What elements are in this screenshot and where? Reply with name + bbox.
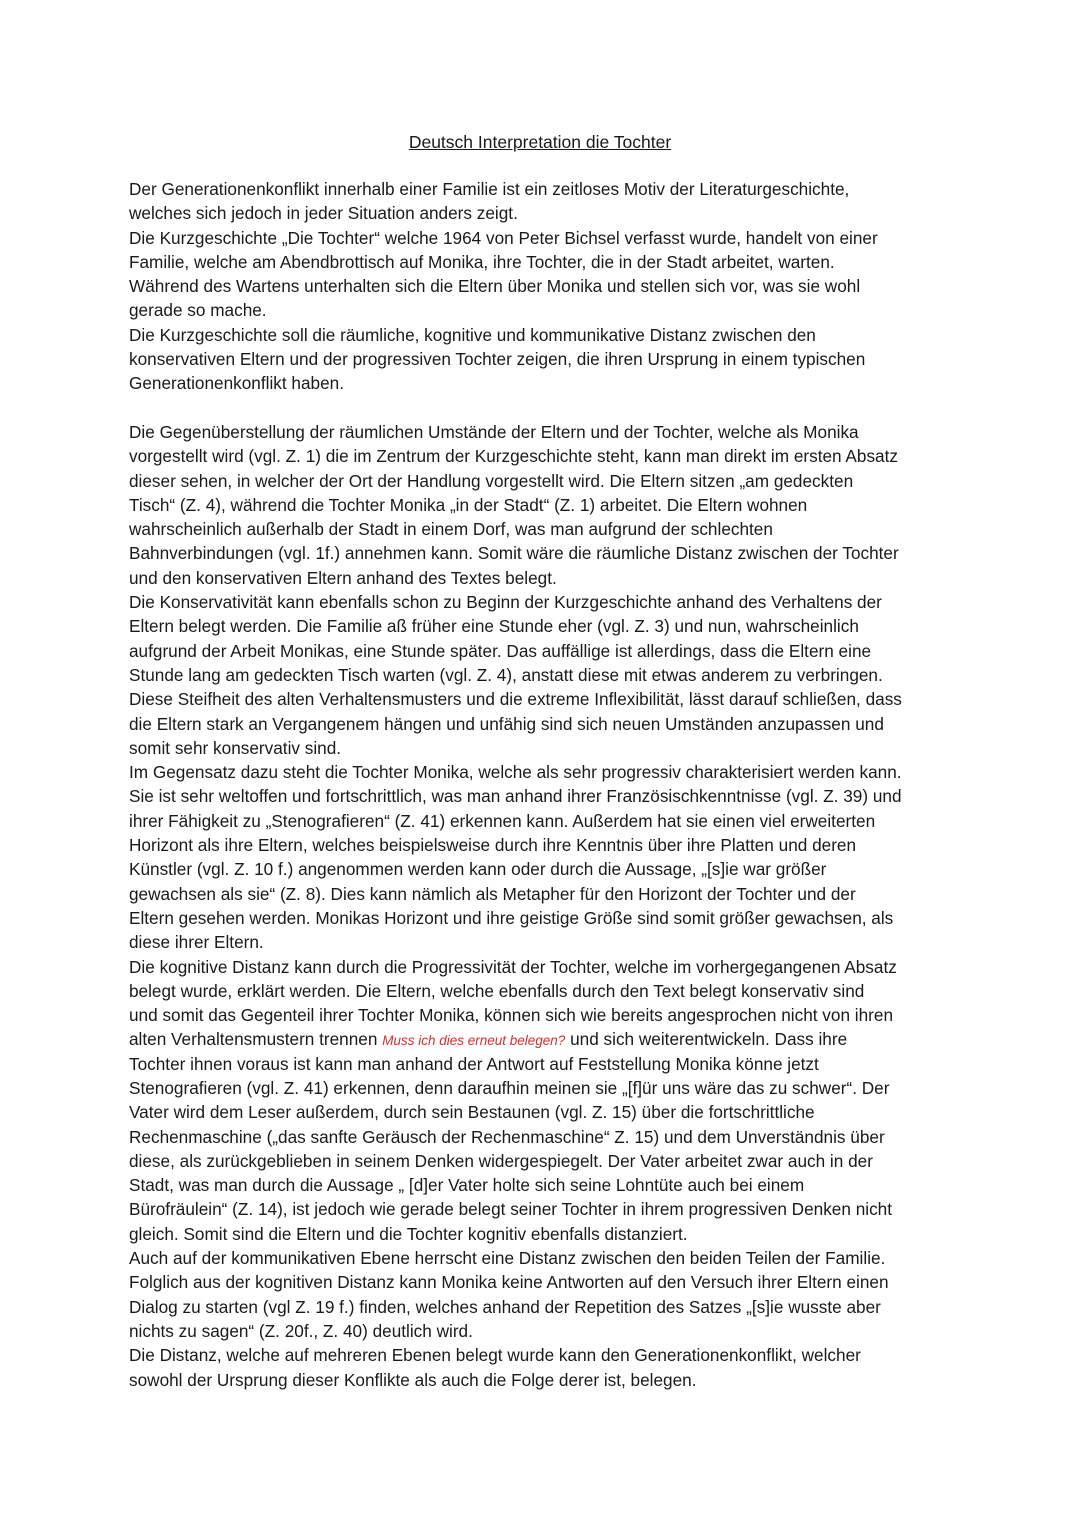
- text-line: [129, 1149, 959, 1173]
- line-text: Dialog zu starten (vgl Z. 19 f.) finden, welches anhand der Repetition des Satzes „[s]ie wusste aber: [129, 1296, 881, 1317]
- margin-comment: Muss ich dies erneut belegen?: [382, 1033, 566, 1049]
- text-line: [129, 226, 959, 250]
- line-text: Im Gegensatz dazu steht die Tochter Monika, welche als sehr progressiv charakterisiert werden kann.: [129, 762, 902, 783]
- line-text: somit sehr konservativ sind.: [129, 737, 342, 758]
- line-text: ihrer Fähigkeit zu „Stenografieren“ (Z. 41) erkennen kann. Außerdem hat sie einen viel erweiterten: [129, 810, 876, 831]
- line-text: Eltern gesehen werden. Monikas Horizont und ihre geistige Größe sind somit größer gewachsen, als: [129, 907, 894, 928]
- line-text: konservativen Eltern und der progressiven Tochter zeigen, die ihren Ursprung in einem typischen: [129, 349, 866, 370]
- line-text: Bürofräulein“ (Z. 14), ist jedoch wie gerade belegt seiner Tochter in ihrem progressiven Denken nicht: [129, 1199, 893, 1220]
- text-line: [129, 1052, 959, 1076]
- line-text: Generationenkonflikt haben.: [129, 373, 344, 394]
- line-text: vorgestellt wird (vgl. Z. 1) die im Zentrum der Kurzgeschichte steht, kann man direkt im ersten Absatz: [129, 446, 898, 467]
- text-line: [129, 1270, 959, 1294]
- line-text: belegt wurde, erklärt werden. Die Eltern, welche ebenfalls durch den Text belegt konservativ sind: [129, 980, 865, 1001]
- text-line: [129, 833, 959, 857]
- line-text: Die Kurzgeschichte soll die räumliche, kognitive und kommunikative Distanz zwischen den: [129, 324, 816, 345]
- text-line: [129, 1368, 959, 1392]
- text-line: [129, 517, 959, 541]
- text-line: [129, 1173, 959, 1197]
- text-line: [129, 177, 959, 201]
- text-line: [129, 1076, 959, 1100]
- line-text: nichts zu sagen“ (Z. 20f., Z. 40) deutlich wird.: [129, 1320, 473, 1341]
- text-line: [129, 784, 959, 808]
- line-text: Die Kurzgeschichte „Die Tochter“ welche 1964 von Peter Bichsel verfasst wurde, handelt von einer: [129, 227, 878, 248]
- text-line: [129, 712, 959, 736]
- text-line: [129, 420, 959, 444]
- line-text: welches sich jedoch in jeder Situation anders zeigt.: [129, 203, 518, 224]
- line-text: Sie ist sehr weltoffen und fortschrittlich, was man anhand ihrer Französischkenntnisse (vgl. Z. 39) und: [129, 786, 902, 807]
- text-line: [129, 274, 959, 298]
- document-title: Deutsch Interpretation die Tochter: [408, 132, 672, 152]
- text-line: [129, 736, 959, 760]
- line-text: wahrscheinlich außerhalb der Stadt in einem Dorf, was man aufgrund der schlechten: [129, 519, 773, 540]
- line-text: aufgrund der Arbeit Monikas, eine Stunde später. Das auffällige ist allerdings, dass die Eltern eine: [129, 640, 872, 661]
- line-text: Auch auf der kommunikativen Ebene herrscht eine Distanz zwischen den beiden Teilen der Familie.: [129, 1248, 886, 1269]
- text-line: [129, 1222, 959, 1246]
- text-line: [129, 1295, 959, 1319]
- text-line: [129, 250, 959, 274]
- line-text: und sich weiterentwickeln. Dass ihre: [565, 1029, 848, 1050]
- line-text: dieser sehen, in welcher der Ort der Handlung vorgestellt wird. Die Eltern sitzen „am gedeckten: [129, 470, 854, 491]
- text-line: [129, 614, 959, 638]
- line-text: Tisch“ (Z. 4), während die Tochter Monika „in der Stadt“ (Z. 1) arbeitet. Die Eltern wohnen: [129, 494, 808, 515]
- line-text: Stunde lang am gedeckten Tisch warten (vgl. Z. 4), anstatt diese mit etwas anderem zu verbringen.: [129, 664, 883, 685]
- line-text: alten Verhaltensmustern trennen: [129, 1029, 383, 1050]
- text-line: [129, 1343, 959, 1367]
- text-line: [129, 347, 959, 371]
- line-text: Die Konservativität kann ebenfalls schon zu Beginn der Kurzgeschichte anhand des Verhaltens der: [129, 592, 882, 613]
- line-text: Während des Wartens unterhalten sich die Eltern über Monika und stellen sich vor, was sie wohl: [129, 276, 861, 297]
- text-line: [129, 979, 959, 1003]
- line-text: Stenografieren (vgl. Z. 41) erkennen, denn daraufhin meinen sie „[f]ür uns wäre das zu schwer“. Der: [129, 1077, 890, 1098]
- text-line: [129, 1100, 959, 1124]
- line-text: Stadt, was man durch die Aussage „ [d]er Vater holte sich seine Lohntüte auch bei einem: [129, 1175, 805, 1196]
- line-text: diese ihrer Eltern.: [129, 932, 264, 953]
- text-line: [129, 323, 959, 347]
- line-text: Vater wird dem Leser außerdem, durch sein Bestaunen (vgl. Z. 15) über die fortschrittliche: [129, 1102, 815, 1123]
- line-text: Die kognitive Distanz kann durch die Progressivität der Tochter, welche im vorhergegangenen Absatz: [129, 956, 897, 977]
- text-line: [129, 298, 959, 322]
- line-text: Folglich aus der kognitiven Distanz kann Monika keine Antworten auf den Versuch ihrer Eltern einen: [129, 1272, 889, 1293]
- document-body: [129, 177, 959, 1392]
- text-line: [129, 809, 959, 833]
- text-line: [129, 930, 959, 954]
- text-line: [129, 1027, 959, 1051]
- text-line: [129, 857, 959, 881]
- text-line: [129, 444, 959, 468]
- line-text: sowohl der Ursprung dieser Konflikte als auch die Folge derer ist, belegen.: [129, 1369, 697, 1390]
- text-line: [129, 882, 959, 906]
- text-line: [129, 1319, 959, 1343]
- text-line: [129, 566, 959, 590]
- line-text: und somit das Gegenteil ihrer Tochter Monika, können sich wie bereits angesprochen nicht von ihren: [129, 1005, 894, 1026]
- text-line: [129, 201, 959, 225]
- paragraph-gap: [129, 396, 959, 420]
- line-text: Tochter ihnen voraus ist kann man anhand der Antwort auf Feststellung Monika könne jetzt: [129, 1053, 819, 1074]
- line-text: Die Distanz, welche auf mehreren Ebenen belegt wurde kann den Generationenkonflikt, welcher: [129, 1345, 861, 1366]
- text-line: [129, 1003, 959, 1027]
- line-text: Künstler (vgl. Z. 10 f.) angenommen werden kann oder durch die Aussage, „[s]ie war größer: [129, 859, 827, 880]
- line-text: Rechenmaschine („das sanfte Geräusch der Rechenmaschine“ Z. 15) und dem Unverständnis über: [129, 1126, 885, 1147]
- text-line: [129, 760, 959, 784]
- text-line: [129, 541, 959, 565]
- line-text: Horizont als ihre Eltern, welches beispielsweise durch ihre Kenntnis über ihre Platten und deren: [129, 835, 857, 856]
- text-line: [129, 663, 959, 687]
- text-line: [129, 1125, 959, 1149]
- line-text: diese, als zurückgeblieben in seinem Denken widergespiegelt. Der Vater arbeitet zwar auch in der: [129, 1150, 873, 1171]
- text-line: [129, 493, 959, 517]
- text-line: [129, 1246, 959, 1270]
- text-line: [129, 906, 959, 930]
- text-line: [129, 687, 959, 711]
- line-text: Der Generationenkonflikt innerhalb einer Familie ist ein zeitloses Motiv der Literaturgeschichte,: [129, 179, 850, 199]
- text-line: [129, 590, 959, 614]
- line-text: Familie, welche am Abendbrottisch auf Monika, ihre Tochter, die in der Stadt arbeitet, warten.: [129, 251, 835, 272]
- line-text: Diese Steifheit des alten Verhaltensmusters und die extreme Inflexibilität, lässt darauf schließen, dass: [129, 689, 902, 710]
- text-line: [129, 371, 959, 395]
- line-text: gerade so mache.: [129, 300, 267, 321]
- line-text: gewachsen als sie“ (Z. 8). Dies kann nämlich als Metapher für den Horizont der Tochter und der: [129, 883, 856, 904]
- line-text: die Eltern stark an Vergangenem hängen und unfähig sind sich neuen Umständen anzupassen und: [129, 713, 884, 734]
- line-text: gleich. Somit sind die Eltern und die Tochter kognitiv ebenfalls distanziert.: [129, 1223, 688, 1244]
- text-line: [129, 1197, 959, 1221]
- line-text: und den konservativen Eltern anhand des Textes belegt.: [129, 567, 557, 588]
- text-line: [129, 469, 959, 493]
- text-line: [129, 639, 959, 663]
- line-text: Eltern belegt werden. Die Familie aß früher eine Stunde eher (vgl. Z. 3) und nun, wahrscheinlich: [129, 616, 859, 637]
- line-text: Die Gegenüberstellung der räumlichen Umstände der Eltern und der Tochter, welche als Monika: [129, 421, 859, 442]
- line-text: Bahnverbindungen (vgl. 1f.) annehmen kann. Somit wäre die räumliche Distanz zwischen der Tochter: [129, 543, 899, 564]
- text-line: [129, 955, 959, 979]
